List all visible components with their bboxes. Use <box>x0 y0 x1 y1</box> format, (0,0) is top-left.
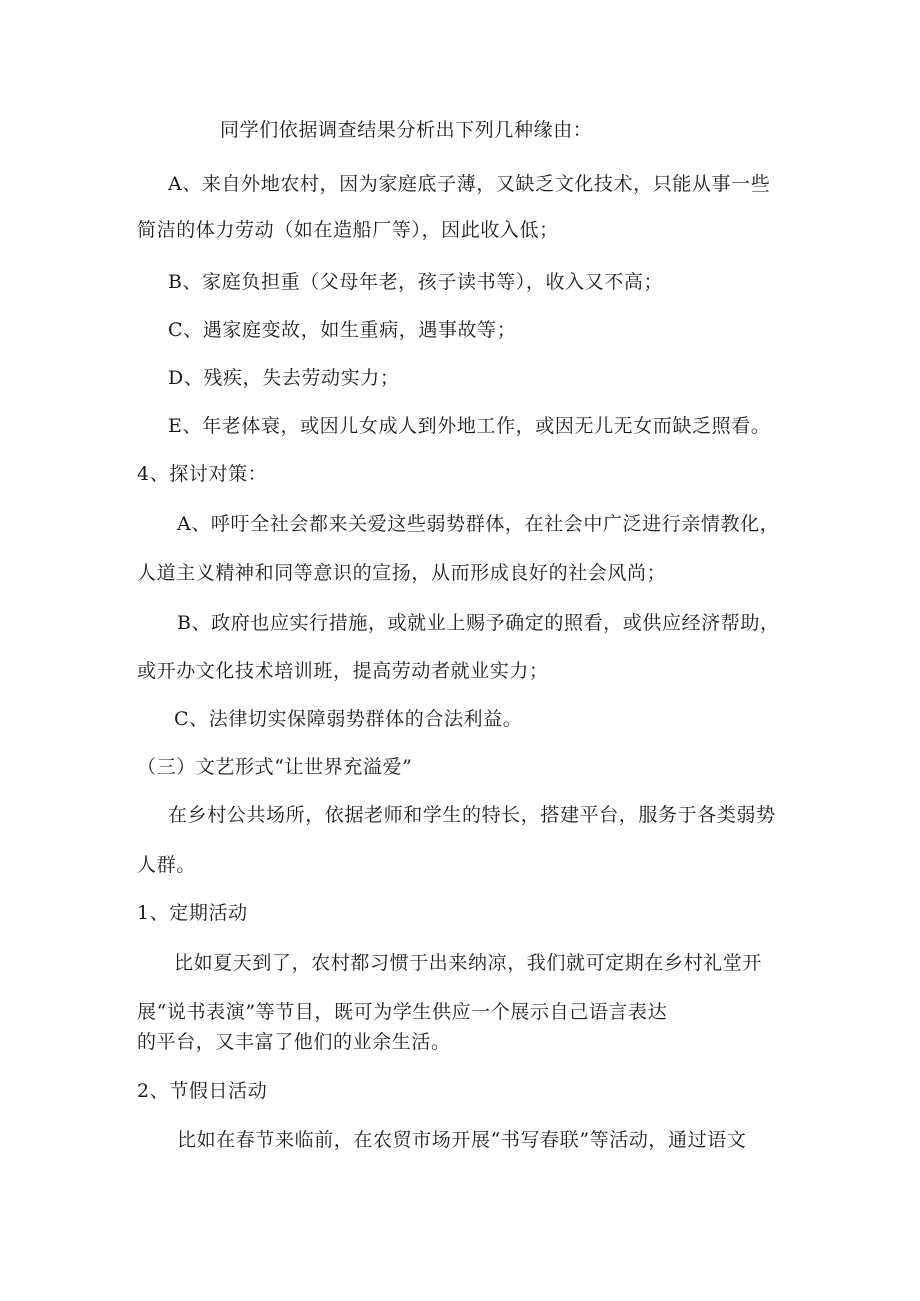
measure-c: C、法律切实保障弱势群体的合法利益。 <box>174 708 523 730</box>
activity-1-line-3: 的平台，又丰富了他们的业余生活。 <box>137 1031 451 1053</box>
activity-heading-2: 2、节假日活动 <box>137 1080 268 1102</box>
reason-a-line-2: 简洁的体力劳动（如在造船厂等），因此收入低； <box>137 219 559 241</box>
reason-a-line-1: A、来自外地农村，因为家庭底子薄，又缺乏文化技术，只能从事一些 <box>168 173 771 195</box>
activity-1-line-1: 比如夏天到了，农村都习惯于出来纳凉，我们就可定期在乡村礼堂开 <box>174 952 763 974</box>
measure-a-line-1: A、呼吁全社会都来关爱这些弱势群体，在社会中广泛进行亲情教化， <box>177 513 780 535</box>
reason-d: D、残疾，失去劳动实力； <box>168 367 400 389</box>
section-heading-3: （三）文艺形式“让世界充溢爱” <box>137 756 413 778</box>
paragraph-venue-line-2: 人群。 <box>137 854 196 876</box>
reason-c: C、遇家庭变故，如生重病，遇事故等； <box>168 319 517 341</box>
section-heading-4: 4、探讨对策： <box>137 463 268 485</box>
paragraph-venue-line-1: 在乡村公共场所，依据老师和学生的特长，搭建平台，服务于各类弱势 <box>168 804 776 826</box>
reason-b: B、家庭负担重（父母年老，孩子读书等），收入又不高； <box>168 271 664 293</box>
activity-1-line-2: 展“说书表演”等节目，既可为学生供应一个展示自己语言表达 <box>137 1001 668 1023</box>
measure-b-line-1: B、政府也应实行措施，或就业上赐予确定的照看，或供应经济帮助， <box>177 612 780 634</box>
activity-heading-1: 1、定期活动 <box>137 902 248 924</box>
reason-e: E、年老体衰，或因儿女成人到外地工作，或因无儿无女而缺乏照看。 <box>168 415 771 437</box>
measure-b-line-2: 或开办文化技术培训班，提高劳动者就业实力； <box>137 660 549 682</box>
paragraph-intro: 同学们依据调查结果分析出下列几种缘由： <box>220 119 593 141</box>
measure-a-line-2: 人道主义精神和同等意识的宣扬，从而形成良好的社会风尚； <box>137 562 667 584</box>
activity-2-line-1: 比如在春节来临前，在农贸市场开展“书写春联”等活动，通过语文 <box>177 1129 747 1151</box>
